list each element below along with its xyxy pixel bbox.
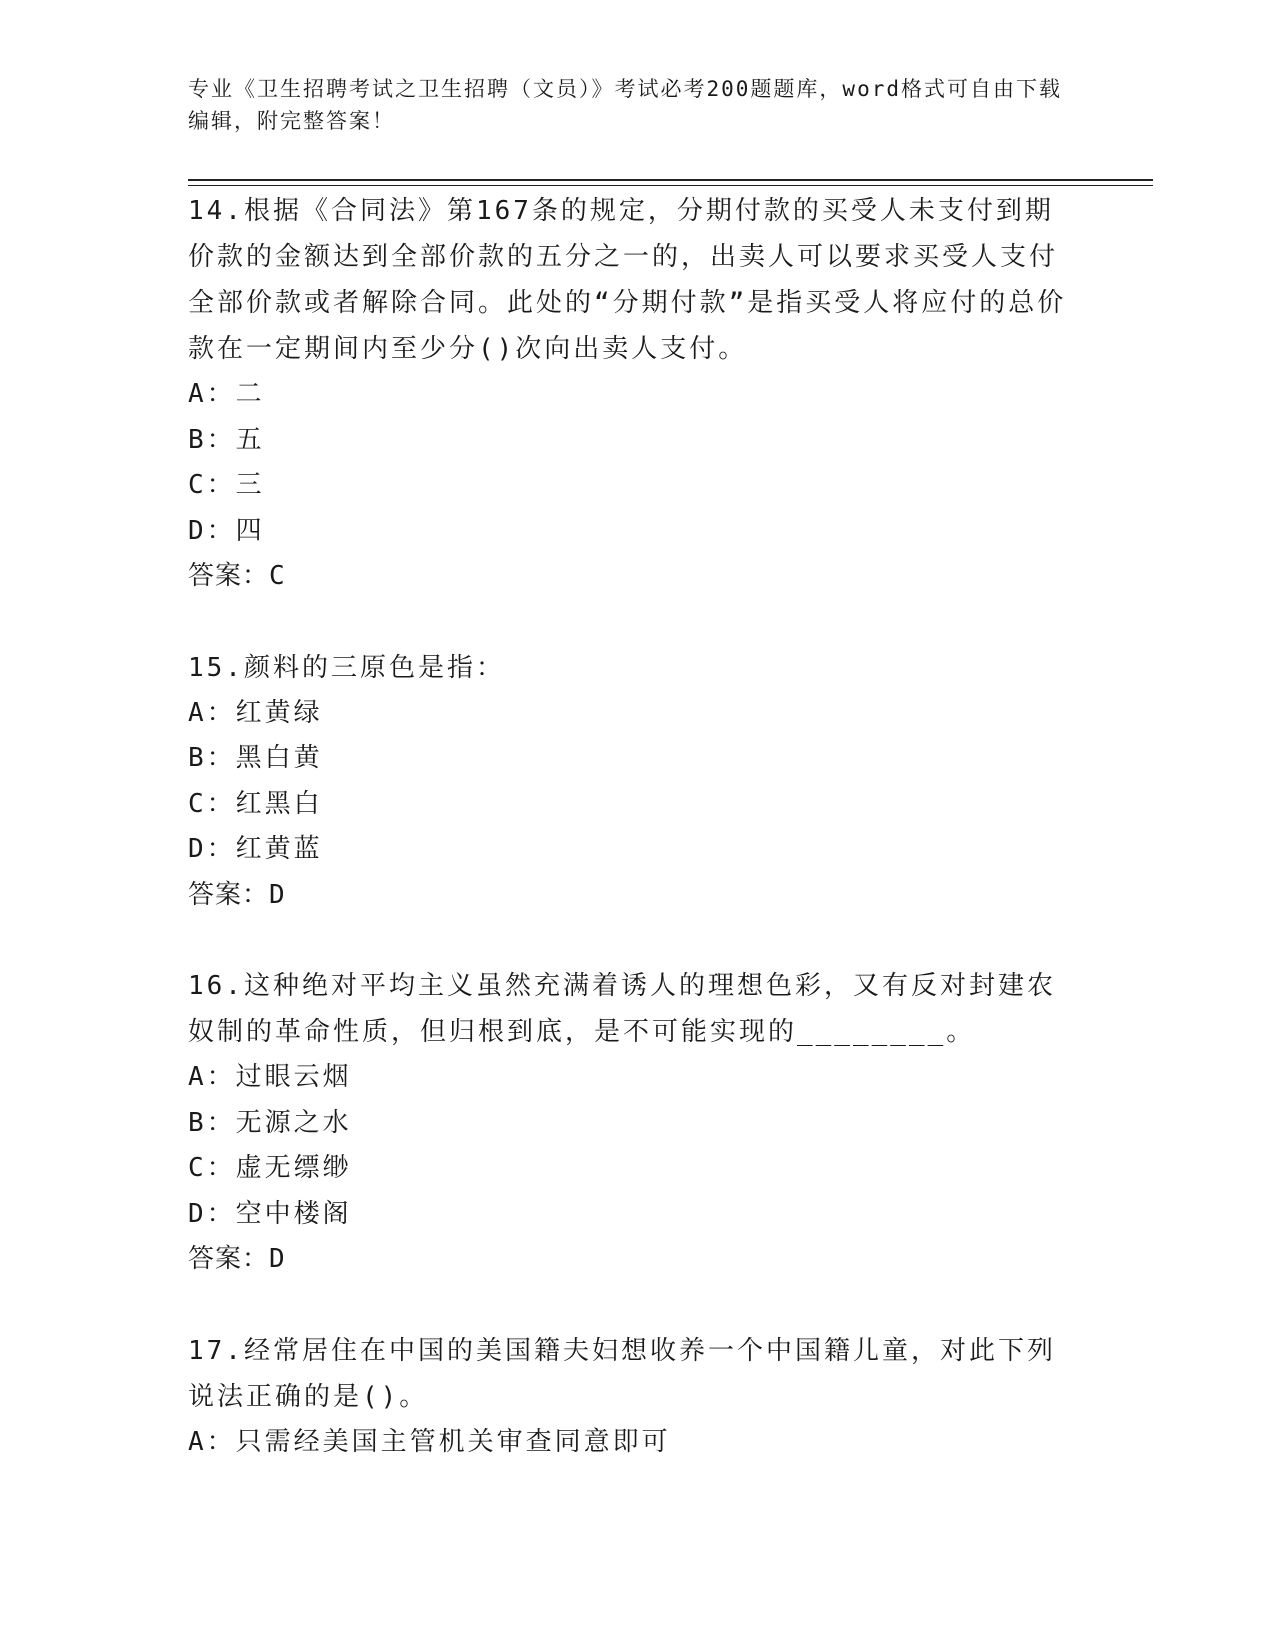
option-a: A：过眼云烟: [188, 1062, 352, 1092]
question-15: [188, 645, 1068, 919]
question-stem: 14.根据《合同法》第167条的规定，分期付款的买受人未支付到期价款的金额达到全部价款的五分之一的，出卖人可以要求买受人支付全部价款或者解除合同。此处的“分期付款”是指买受人将应付的总价款在一定期间内至少分()次向出卖人支付。: [188, 196, 1067, 364]
option-a: A：只需经美国主管机关审查同意即可: [188, 1426, 671, 1457]
answer-text: 答案：D: [188, 879, 286, 910]
header-divider-thick: [188, 179, 1153, 181]
question-list: [188, 188, 1068, 1465]
option-b: B：黑白黄: [188, 743, 323, 773]
option-c: C：三: [188, 470, 265, 500]
option-c: C：红黑白: [188, 788, 323, 819]
option-b: B：五: [188, 424, 265, 455]
question-17: [188, 1328, 1068, 1466]
option-a: A：二: [188, 379, 265, 409]
question-stem: 15.颜料的三原色是指：: [188, 652, 505, 683]
option-d: D：空中楼阁: [188, 1198, 352, 1229]
option-c: C：虚无缥缈: [188, 1153, 352, 1183]
answer-text: 答案：C: [188, 561, 286, 591]
header-divider-thin: [188, 185, 1153, 186]
option-d: D：红黄蓝: [188, 834, 323, 864]
question-14: [188, 188, 1068, 600]
question-spacer: [188, 600, 1068, 645]
option-b: B：无源之水: [188, 1107, 352, 1138]
question-stem: 16.这种绝对平均主义虽然充满着诱人的理想色彩，又有反对封建农奴制的革命性质，但归根到底，是不可能实现的________。: [188, 971, 1056, 1047]
question-spacer: [188, 1283, 1068, 1328]
answer-text: 答案：D: [188, 1244, 286, 1274]
option-a: A：红黄绿: [188, 697, 323, 728]
document-header: 专业《卫生招聘考试之卫生招聘（文员）》考试必考200题题库，word格式可自由下载编辑，附完整答案！: [188, 77, 1062, 133]
question-16: [188, 963, 1068, 1283]
question-stem: 17.经常居住在中国的美国籍夫妇想收养一个中国籍儿童，对此下列说法正确的是()。: [188, 1335, 1056, 1412]
option-d: D：四: [188, 515, 265, 546]
question-spacer: [188, 918, 1068, 963]
